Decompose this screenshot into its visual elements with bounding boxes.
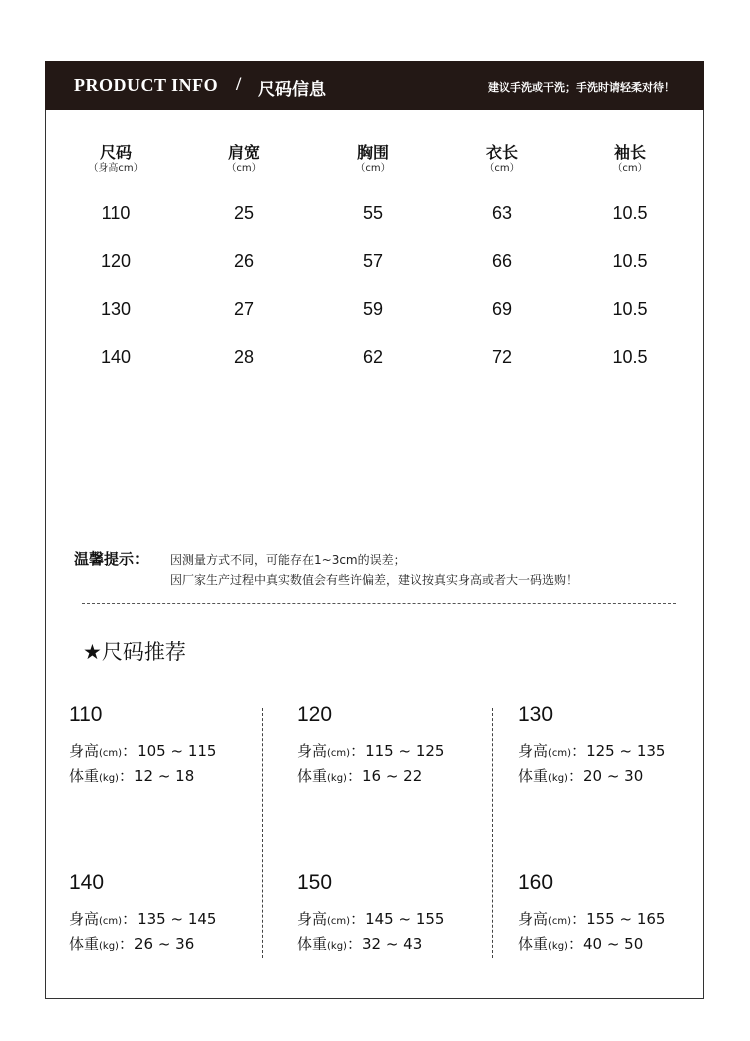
height-unit: (cm) — [548, 916, 572, 927]
table-cell: 140 — [100, 347, 132, 367]
column-title: 胸围 — [356, 143, 389, 162]
column-divider — [492, 708, 493, 958]
column-header-length — [457, 144, 547, 176]
table-cell: 27 — [233, 299, 255, 319]
height-label: 身高 — [518, 742, 549, 760]
weight-value: 40 ~ 50 — [582, 935, 644, 953]
recommend-size: 110 — [69, 703, 103, 726]
table-cell: 63 — [491, 203, 513, 223]
tips-line-2: 因厂家生产过程中真实数值会有些许偏差，建议按真实身高或者大一码选购！ — [170, 573, 579, 587]
weight-unit: (kg) — [99, 941, 119, 952]
recommend-weight — [518, 933, 643, 954]
table-cell: 130 — [100, 299, 132, 319]
colon: ： — [118, 935, 134, 953]
height-unit: (cm) — [548, 748, 572, 759]
column-title: 衣长 — [485, 143, 518, 162]
height-value: 145 ~ 155 — [365, 910, 445, 928]
weight-unit: (kg) — [548, 941, 568, 952]
recommend-height — [518, 908, 665, 929]
height-unit: (cm) — [327, 748, 351, 759]
column-header-size — [71, 144, 161, 176]
weight-label: 体重 — [297, 767, 328, 785]
recommend-height — [297, 908, 444, 929]
recommend-size: 130 — [518, 703, 554, 726]
colon: ： — [571, 742, 587, 760]
recommend-size: 120 — [297, 703, 333, 726]
colon: ： — [567, 767, 583, 785]
weight-unit: (kg) — [548, 773, 568, 784]
recommend-weight — [297, 765, 422, 786]
recommend-height — [69, 908, 216, 929]
height-unit: (cm) — [99, 916, 123, 927]
weight-unit: (kg) — [99, 773, 119, 784]
colon: ： — [118, 767, 134, 785]
height-value: 115 ~ 125 — [365, 742, 445, 760]
weight-value: 12 ~ 18 — [133, 767, 195, 785]
height-label: 身高 — [297, 910, 328, 928]
header-title-en: PRODUCT INFO — [74, 75, 219, 95]
height-label: 身高 — [69, 742, 100, 760]
recommend-weight — [69, 765, 194, 786]
colon: ： — [571, 910, 587, 928]
height-unit: (cm) — [99, 748, 123, 759]
weight-unit: (kg) — [327, 773, 347, 784]
column-title: 袖长 — [613, 143, 646, 162]
recommend-weight — [69, 933, 194, 954]
height-label: 身高 — [518, 910, 549, 928]
tips-label: 温馨提示： — [74, 550, 150, 568]
table-cell: 10.5 — [612, 347, 648, 367]
column-unit: （cm） — [484, 163, 520, 174]
height-value: 135 ~ 145 — [137, 910, 217, 928]
tips-line-1: 因测量方式不同，可能存在1~3cm的误差； — [170, 553, 406, 567]
column-unit: （cm） — [226, 163, 262, 174]
height-value: 155 ~ 165 — [586, 910, 666, 928]
column-unit: （cm） — [612, 163, 648, 174]
table-cell: 10.5 — [612, 299, 648, 319]
height-unit: (cm) — [327, 916, 351, 927]
wash-note: 建议手洗或干洗；手洗时请轻柔对待！ — [488, 81, 675, 94]
colon: ： — [350, 742, 366, 760]
weight-label: 体重 — [297, 935, 328, 953]
height-value: 125 ~ 135 — [586, 742, 666, 760]
recommend-height — [518, 740, 665, 761]
table-cell: 10.5 — [612, 203, 648, 223]
table-cell: 57 — [362, 251, 384, 271]
weight-label: 体重 — [518, 935, 549, 953]
weight-value: 32 ~ 43 — [361, 935, 423, 953]
column-title: 肩宽 — [227, 143, 260, 162]
header-slash: / — [236, 74, 242, 95]
column-title: 尺码 — [99, 143, 132, 162]
recommend-weight — [297, 933, 422, 954]
weight-label: 体重 — [69, 935, 100, 953]
header-title-cn: 尺码信息 — [258, 80, 326, 100]
table-cell: 66 — [491, 251, 513, 271]
colon: ： — [350, 910, 366, 928]
dashed-divider — [82, 603, 676, 604]
height-label: 身高 — [297, 742, 328, 760]
table-cell: 10.5 — [612, 251, 648, 271]
colon: ： — [346, 935, 362, 953]
table-cell: 62 — [362, 347, 384, 367]
table-cell: 110 — [101, 203, 131, 223]
recommend-title: ★尺码推荐 — [83, 640, 186, 664]
column-unit: （cm） — [355, 163, 391, 174]
colon: ： — [122, 742, 138, 760]
weight-value: 20 ~ 30 — [582, 767, 644, 785]
column-divider — [262, 708, 263, 958]
column-header-shoulder — [199, 144, 289, 176]
table-cell: 28 — [233, 347, 255, 367]
column-header-sleeve — [585, 144, 675, 176]
weight-value: 16 ~ 22 — [361, 767, 423, 785]
weight-label: 体重 — [518, 767, 549, 785]
recommend-size: 150 — [297, 871, 333, 894]
colon: ： — [567, 935, 583, 953]
table-cell: 69 — [491, 299, 513, 319]
table-cell: 59 — [362, 299, 384, 319]
table-cell: 26 — [233, 251, 255, 271]
column-header-chest — [328, 144, 418, 176]
table-cell: 72 — [491, 347, 513, 367]
recommend-size: 140 — [69, 871, 105, 894]
header-bar — [45, 61, 704, 110]
weight-label: 体重 — [69, 767, 100, 785]
weight-value: 26 ~ 36 — [133, 935, 195, 953]
recommend-height — [69, 740, 216, 761]
weight-unit: (kg) — [327, 941, 347, 952]
height-label: 身高 — [69, 910, 100, 928]
column-unit: （身高cm） — [88, 163, 144, 174]
table-cell: 120 — [100, 251, 132, 271]
table-cell: 25 — [233, 203, 255, 223]
recommend-height — [297, 740, 444, 761]
table-cell: 55 — [362, 203, 384, 223]
height-value: 105 ~ 115 — [137, 742, 217, 760]
recommend-size: 160 — [518, 871, 554, 894]
colon: ： — [346, 767, 362, 785]
recommend-weight — [518, 765, 643, 786]
colon: ： — [122, 910, 138, 928]
